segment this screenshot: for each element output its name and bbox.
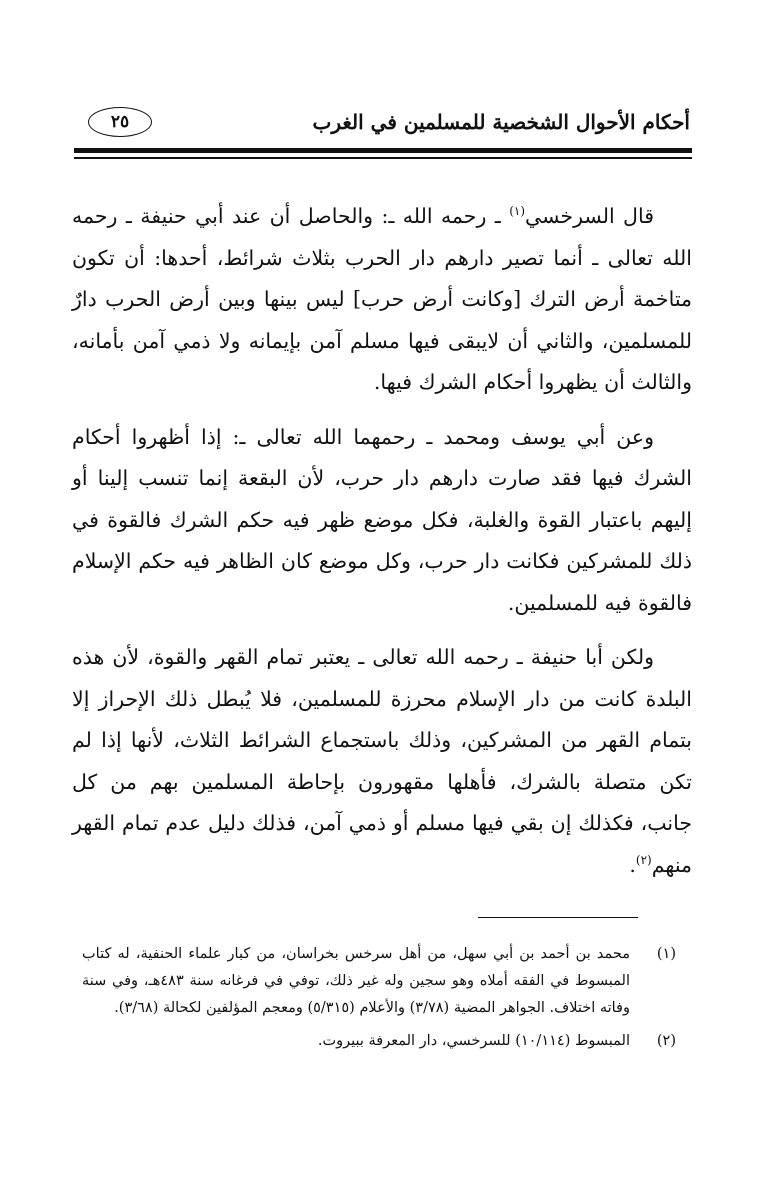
footnotes	[82, 941, 676, 1061]
footnote-1	[82, 941, 676, 1022]
footnote-1-number: (١)	[656, 946, 676, 962]
footnote-2-text: المبسوط (١٠/١١٤) للسرخسي، دار المعرفة ببيروت.	[317, 1033, 630, 1049]
footnote-separator	[478, 917, 638, 918]
paragraph-1-start: قال السرخسي	[525, 204, 654, 228]
footnote-ref-1: (١)	[509, 204, 526, 219]
header-rule-thin	[74, 157, 692, 159]
paragraph-1-rest: ـ رحمه الله ـ: والحاصل أن عند أبي حنيفة ـ رحمه الله تعالى ـ أنما تصير دارهم دار الحرب بثلاث شرائط، أحدها: أن تكون متاخمة أرض الترك [وكانت أرض حرب] ليس بينها وبين أرض الحرب دارٌ للمسلمين، والثاني أن لايبقى فيها مسلم آمن بإيمانه ولا ذمي آمن بأمانه، والثالث أن يظهروا أحكام الشرك فيها.	[72, 204, 692, 394]
paragraph-3-text: ولكن أبا حنيفة ـ رحمه الله تعالى ـ يعتبر تمام القهر والقوة، لأن هذه البلدة كانت من دار الإسلام محرزة للمسلمين، فلا يُبطل ذلك الإحراز إلا بتمام القهر من المشركين، وذلك باستجماع الشرائط الثلاث، لأنها إذا لم تكن متصلة بالشرك، فأهلها مقهورون بإحاطة المسلمين بهم من كل جانب، فكذلك إن بقي فيها مسلم أو ذمي آمن، فذلك دليل عدم تمام القهر منهم	[72, 645, 692, 877]
paragraph-1	[72, 196, 692, 404]
footnote-2-number: (٢)	[656, 1033, 676, 1049]
page-header	[76, 102, 690, 142]
paragraph-3	[72, 637, 692, 886]
footnote-1-text: محمد بن أحمد بن أبي سهل، من أهل سرخس بخراسان، من كبار علماء الحنفية، له كتاب المبسوط في الفقه أملاه وهو سجين وله غير ذلك، توفي في فرغانه سنة ٤٨٣هـ، وفي سنة وفاته اختلاف. الجواهر المضية (٣/٧٨) والأعلام (٥/٣١٥) ومعجم المؤلفين لكحالة (٣/٦٨).	[82, 946, 630, 1016]
header-rule-thick	[74, 148, 692, 153]
footnote-ref-2: (٢)	[635, 852, 652, 867]
paragraph-3-end: .	[629, 852, 636, 877]
running-title: أحكام الأحوال الشخصية للمسلمين في الغرب	[312, 110, 690, 134]
main-text	[72, 196, 692, 899]
paragraph-2: وعن أبي يوسف ومحمد ـ رحمهما الله تعالى ـ: إذا أظهروا أحكام الشرك فيها فقد صارت دارهم دار حرب، لأن البقعة إنما تنسب إلينا أو إليهم باعتبار القوة والغلبة، فكل موضع ظهر فيه حكم الشرك فالقوة في ذلك للمشركين فكانت دار حرب، وكل موضع كان الظاهر فيه حكم الإسلام فالقوة فيه للمسلمين.	[72, 424, 692, 615]
footnote-2	[82, 1028, 676, 1055]
page-number: ٢٥	[88, 107, 152, 137]
